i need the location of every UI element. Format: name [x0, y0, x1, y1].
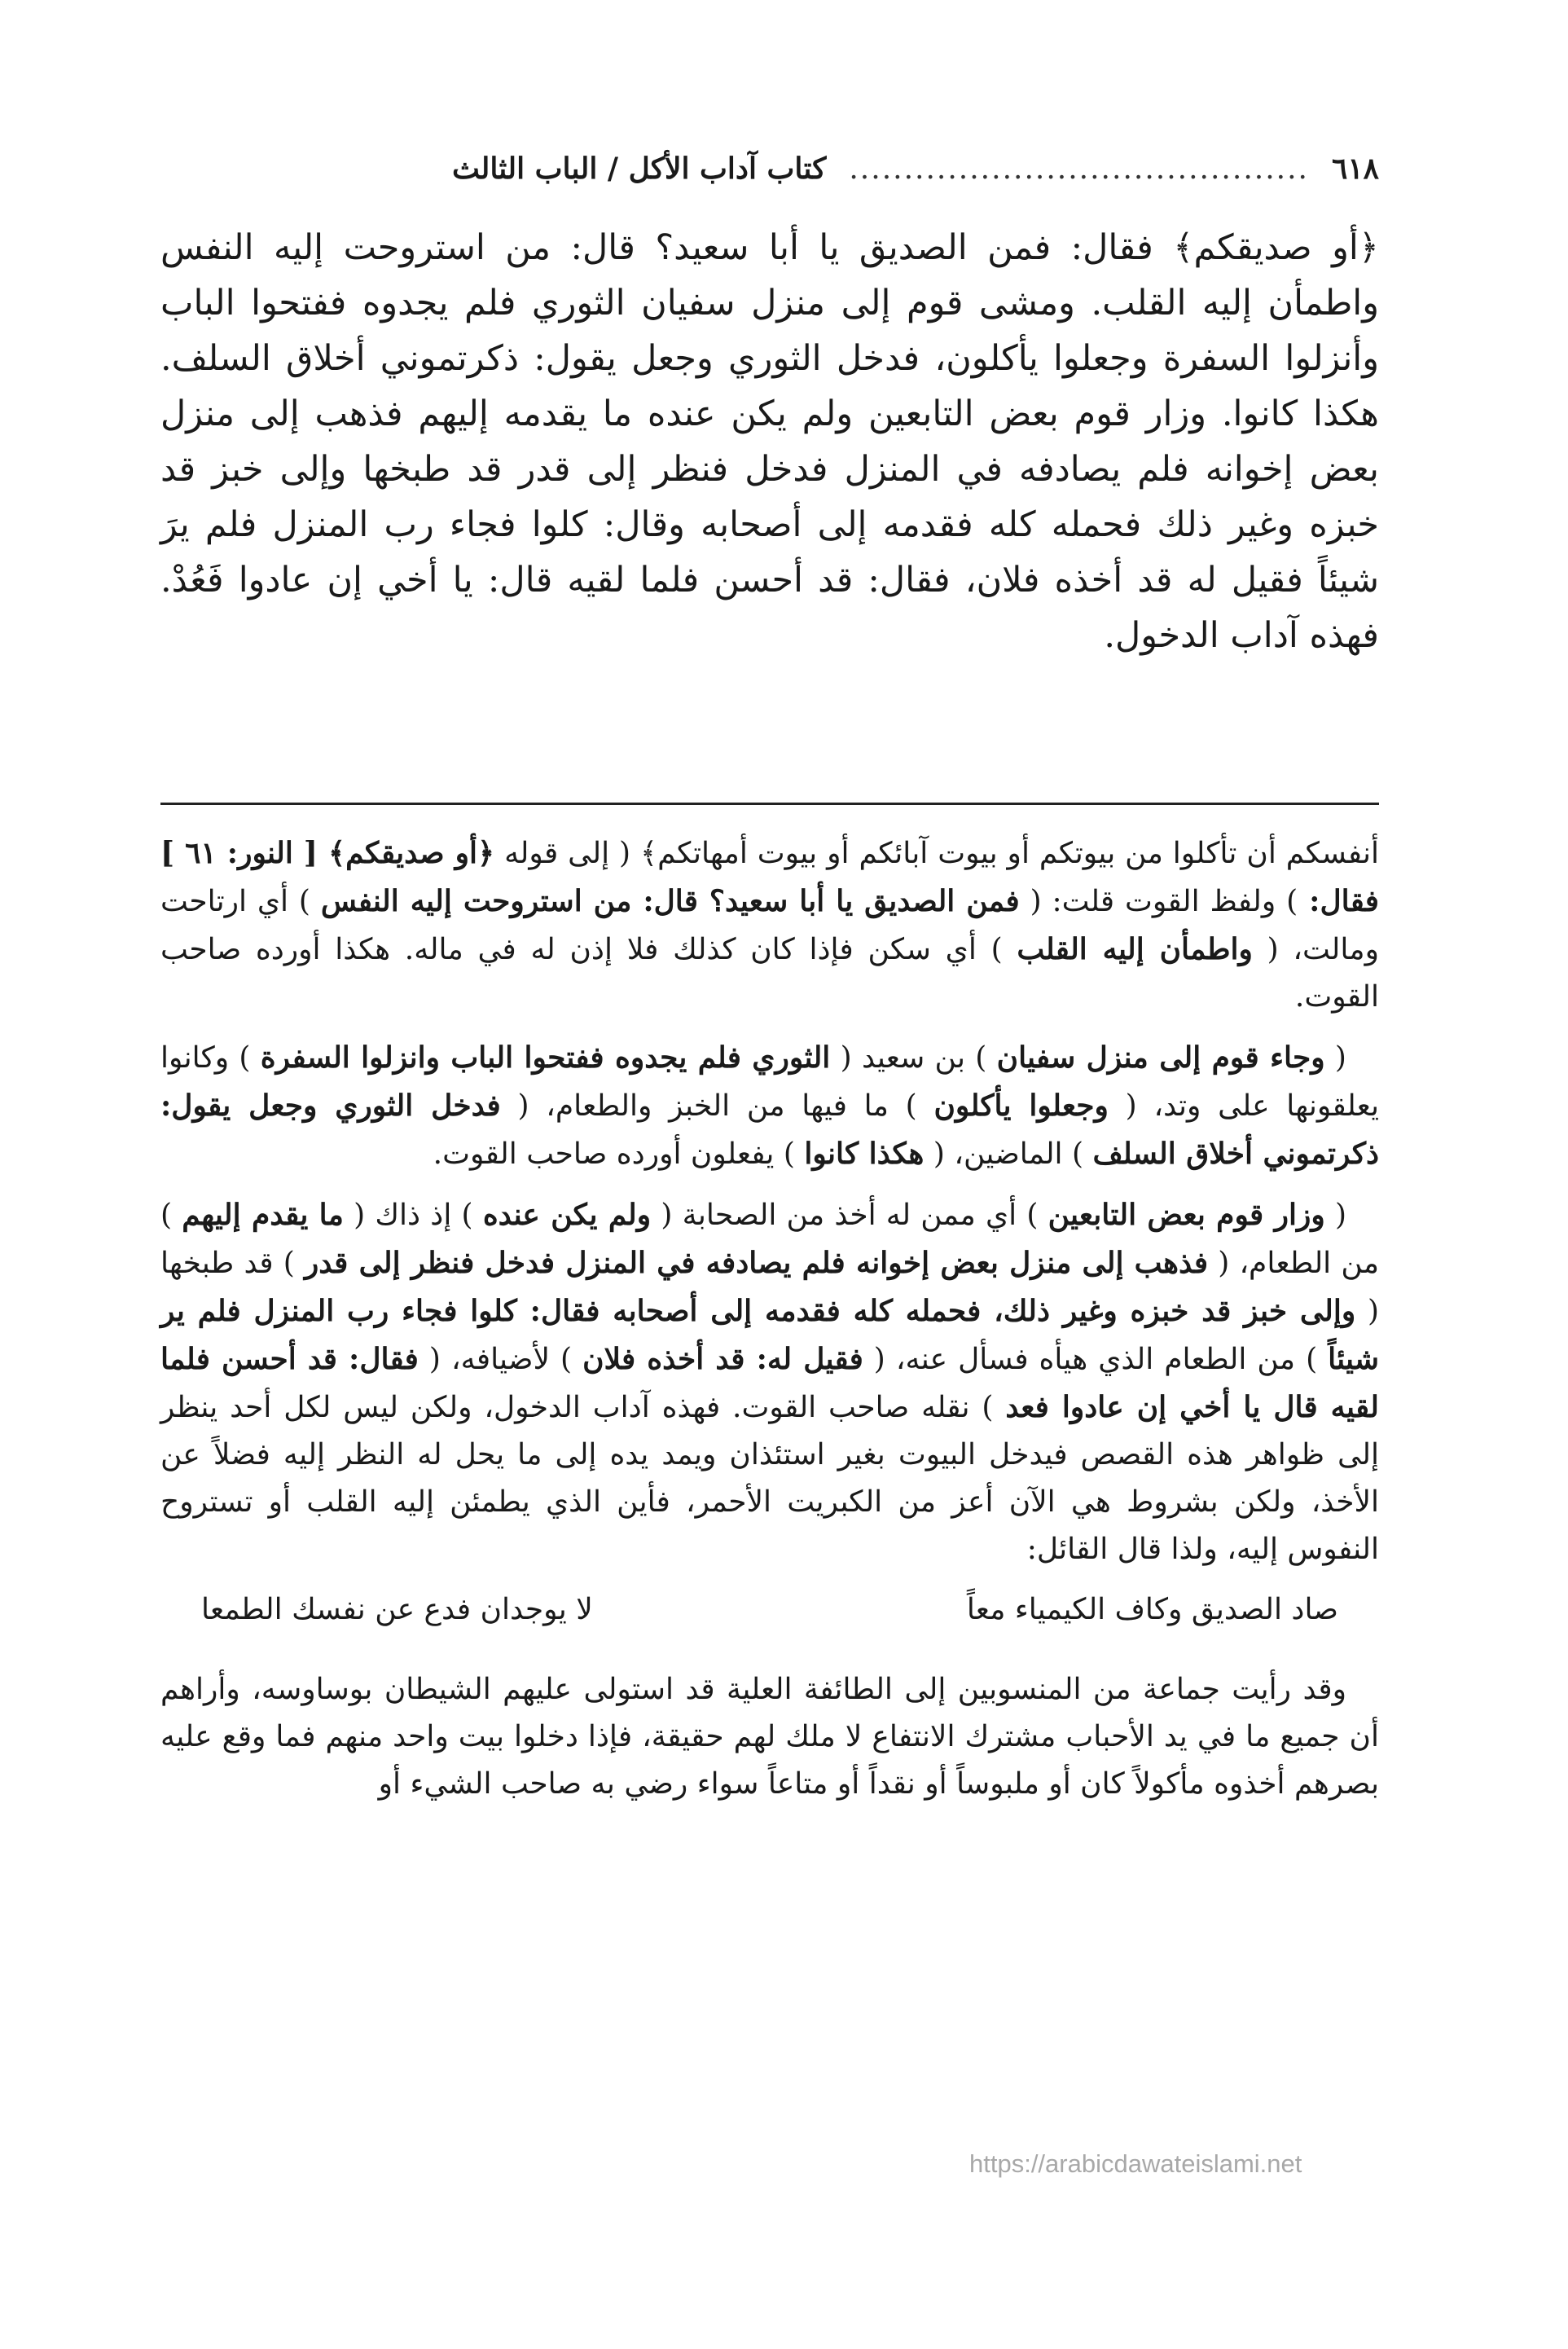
text-segment: ) أي ارتاحت ومالت، ( [160, 885, 1379, 966]
bold-quote-segment: وجاء قوم إلى منزل سفيان [996, 1040, 1325, 1075]
text-segment: ) قد طبخها ( [160, 1247, 1379, 1328]
poem-first-hemistich: صاد الصديق وكاف الكيمياء معاً [966, 1593, 1338, 1626]
bold-quote-segment: فقال: قد أحسن فلما لقيه قال يا أخي إن عادوا فعد [160, 1342, 1380, 1424]
text-segment: ) وكانوا يعلقونها على وتد، ( [160, 1041, 1380, 1123]
bold-quote-segment: فدخل الثوري وجعل يقول: ذكرتموني أخلاق السلف [160, 1089, 1379, 1171]
bold-quote-segment: ﴿أو صديقكم﴾ [328, 836, 495, 870]
bold-quote-segment: فقيل له: قد أخذه فلان [582, 1342, 863, 1376]
bold-quote-segment: وزار قوم بعض التابعين [1048, 1198, 1325, 1232]
text-segment: ) أي ممن له أخذ من الصحابة ( [651, 1199, 1048, 1232]
commentary-paragraph-4: وقد رأيت جماعة من المنسوبين إلى الطائفة العلية قد استولى عليهم الشيطان بوساوسه، وأراهم أن جميع ما في يد الأحباب مشترك الانتفاع لا ملك لهم حقيقة، فإذا دخلوا بيت واحد منهم فما وقع عليه بصرهم أخذوه مأكولاً كان أو ملبوساً أو نقداً أو متاعاً سواء رضي به صاحب الشيء أو [160, 1673, 1379, 1801]
text-segment: ) بن سعيد ( [830, 1041, 997, 1075]
bold-quote-segment: فمن الصديق يا أبا سعيد؟ قال: من استروحت إليه النفس [320, 884, 1020, 918]
header-dots: .......................................... [849, 152, 1309, 186]
bold-quote-segment: الثوري فلم يجدوه ففتحوا الباب وانزلوا السفرة [260, 1040, 831, 1075]
text-segment: ) من الطعام، ( [160, 1199, 1380, 1280]
text-segment: ) ولفظ القوت قلت: ( [1019, 885, 1298, 918]
main-paragraph: ﴿أو صديقكم﴾ فقال: فمن الصديق يا أبا سعيد؟ قال: من استروحت إليه النفس واطمأن إليه القلب. ومشى قوم إلى منزل سفيان الثوري فلم يجدوه ففتحوا الباب وأنزلوا السفرة وجعلوا يأكلون، فدخل الثوري وجعل يقول: ذكرتموني أخلاق السلف. هكذا كانوا. وزار قوم بعض التابعين ولم يكن عنده ما يقدمه إليهم فذهب إلى منزل بعض إخوانه فلم يصادفه في المنزل فدخل فنظر إلى قدر قد طبخها وإلى خبز قد خبزه وغير ذلك فحمله كله فقدمه إلى أصحابه وقال: كلوا فجاء رب المنزل فلم يرَ شيئاً فقيل له قد أخذه فلان، فقال: قد أحسن فلما لقيه قال: يا أخي إن عادوا فَعُدْ. فهذه آداب الدخول. [160, 227, 1379, 656]
bold-quote-segment: هكذا كانوا [804, 1137, 925, 1171]
main-text-block [160, 220, 1379, 663]
text-segment: ) إذ ذاك ( [343, 1199, 483, 1232]
text-segment: ( [1324, 1199, 1346, 1232]
bold-quote-segment: وجعلوا يأكلون [933, 1089, 1109, 1123]
bold-quote-segment: [ النور: ٦١ ] [160, 836, 328, 870]
commentary-paragraph-1 [160, 829, 1379, 1021]
bold-quote-segment: فذهب إلى منزل بعض إخوانه فلم يصادفه في المنزل فدخل فنظر إلى قدر [304, 1246, 1209, 1280]
commentary-paragraph-3 [160, 1191, 1379, 1573]
text-segment: ) ما فيها من الخبز والطعام، ( [500, 1089, 934, 1123]
text-segment: ) من الطعام الذي هيأه فسأل عنه، ( [863, 1343, 1329, 1376]
bold-quote-segment: ما يقدم إليهم [182, 1198, 344, 1232]
text-segment: ) يفعلون أورده صاحب القوت. [433, 1137, 805, 1171]
footnote-separator [160, 803, 1379, 805]
text-segment: ( [1324, 1041, 1346, 1075]
chapter-title: كتاب آداب الأكل / الباب الثالث [452, 152, 827, 186]
bold-quote-segment: وإلى خبز قد خبزه وغير ذلك، فحمله كله فقدمه إلى أصحابه فقال: كلوا فجاء رب المنزل فلم ير شيئاً [160, 1294, 1379, 1376]
page-number: ٦١٨ [1331, 152, 1379, 186]
bold-quote-segment: ولم يكن عنده [482, 1198, 652, 1232]
page-header [160, 137, 1379, 186]
bold-quote-segment: فقال: [1298, 884, 1379, 918]
commentary-block [160, 829, 1379, 1821]
poem-verse [160, 1586, 1379, 1634]
commentary-paragraph-2 [160, 1034, 1379, 1178]
bold-quote-segment: واطمأن إليه القلب [1017, 932, 1253, 966]
poem-second-hemistich: لا يوجدان فدع عن نفسك الطمعا [201, 1593, 593, 1626]
text-segment: ) نقله صاحب القوت. فهذه آداب الدخول، ولكن ليس لكل أحد ينظر إلى ظواهر هذه القصص فيدخل البيوت بغير استئذان ويمد يده إلى ما يحل له النظر إليه فضلاً عن الأخذ، ولكن بشروط هي الآن أعز من الكبريت الأحمر، فأين الذي يطمئن إليه القلب أو تستروح النفوس إليه، ولذا قال القائل: [160, 1391, 1379, 1566]
text-segment: أنفسكم أن تأكلوا من بيوتكم أو بيوت آبائكم أو بيوت أمهاتكم﴾ ( إلى قوله [494, 837, 1379, 870]
watermark-url: https://arabicdawateislami.net [969, 2149, 1302, 2178]
text-segment: ) أي سكن فإذا كان كذلك فلا إذن له في ماله. هكذا أورده صاحب القوت. [160, 933, 1379, 1014]
text-segment: ) لأضيافه، ( [418, 1343, 583, 1376]
text-segment: ) الماضين، ( [924, 1137, 1093, 1171]
